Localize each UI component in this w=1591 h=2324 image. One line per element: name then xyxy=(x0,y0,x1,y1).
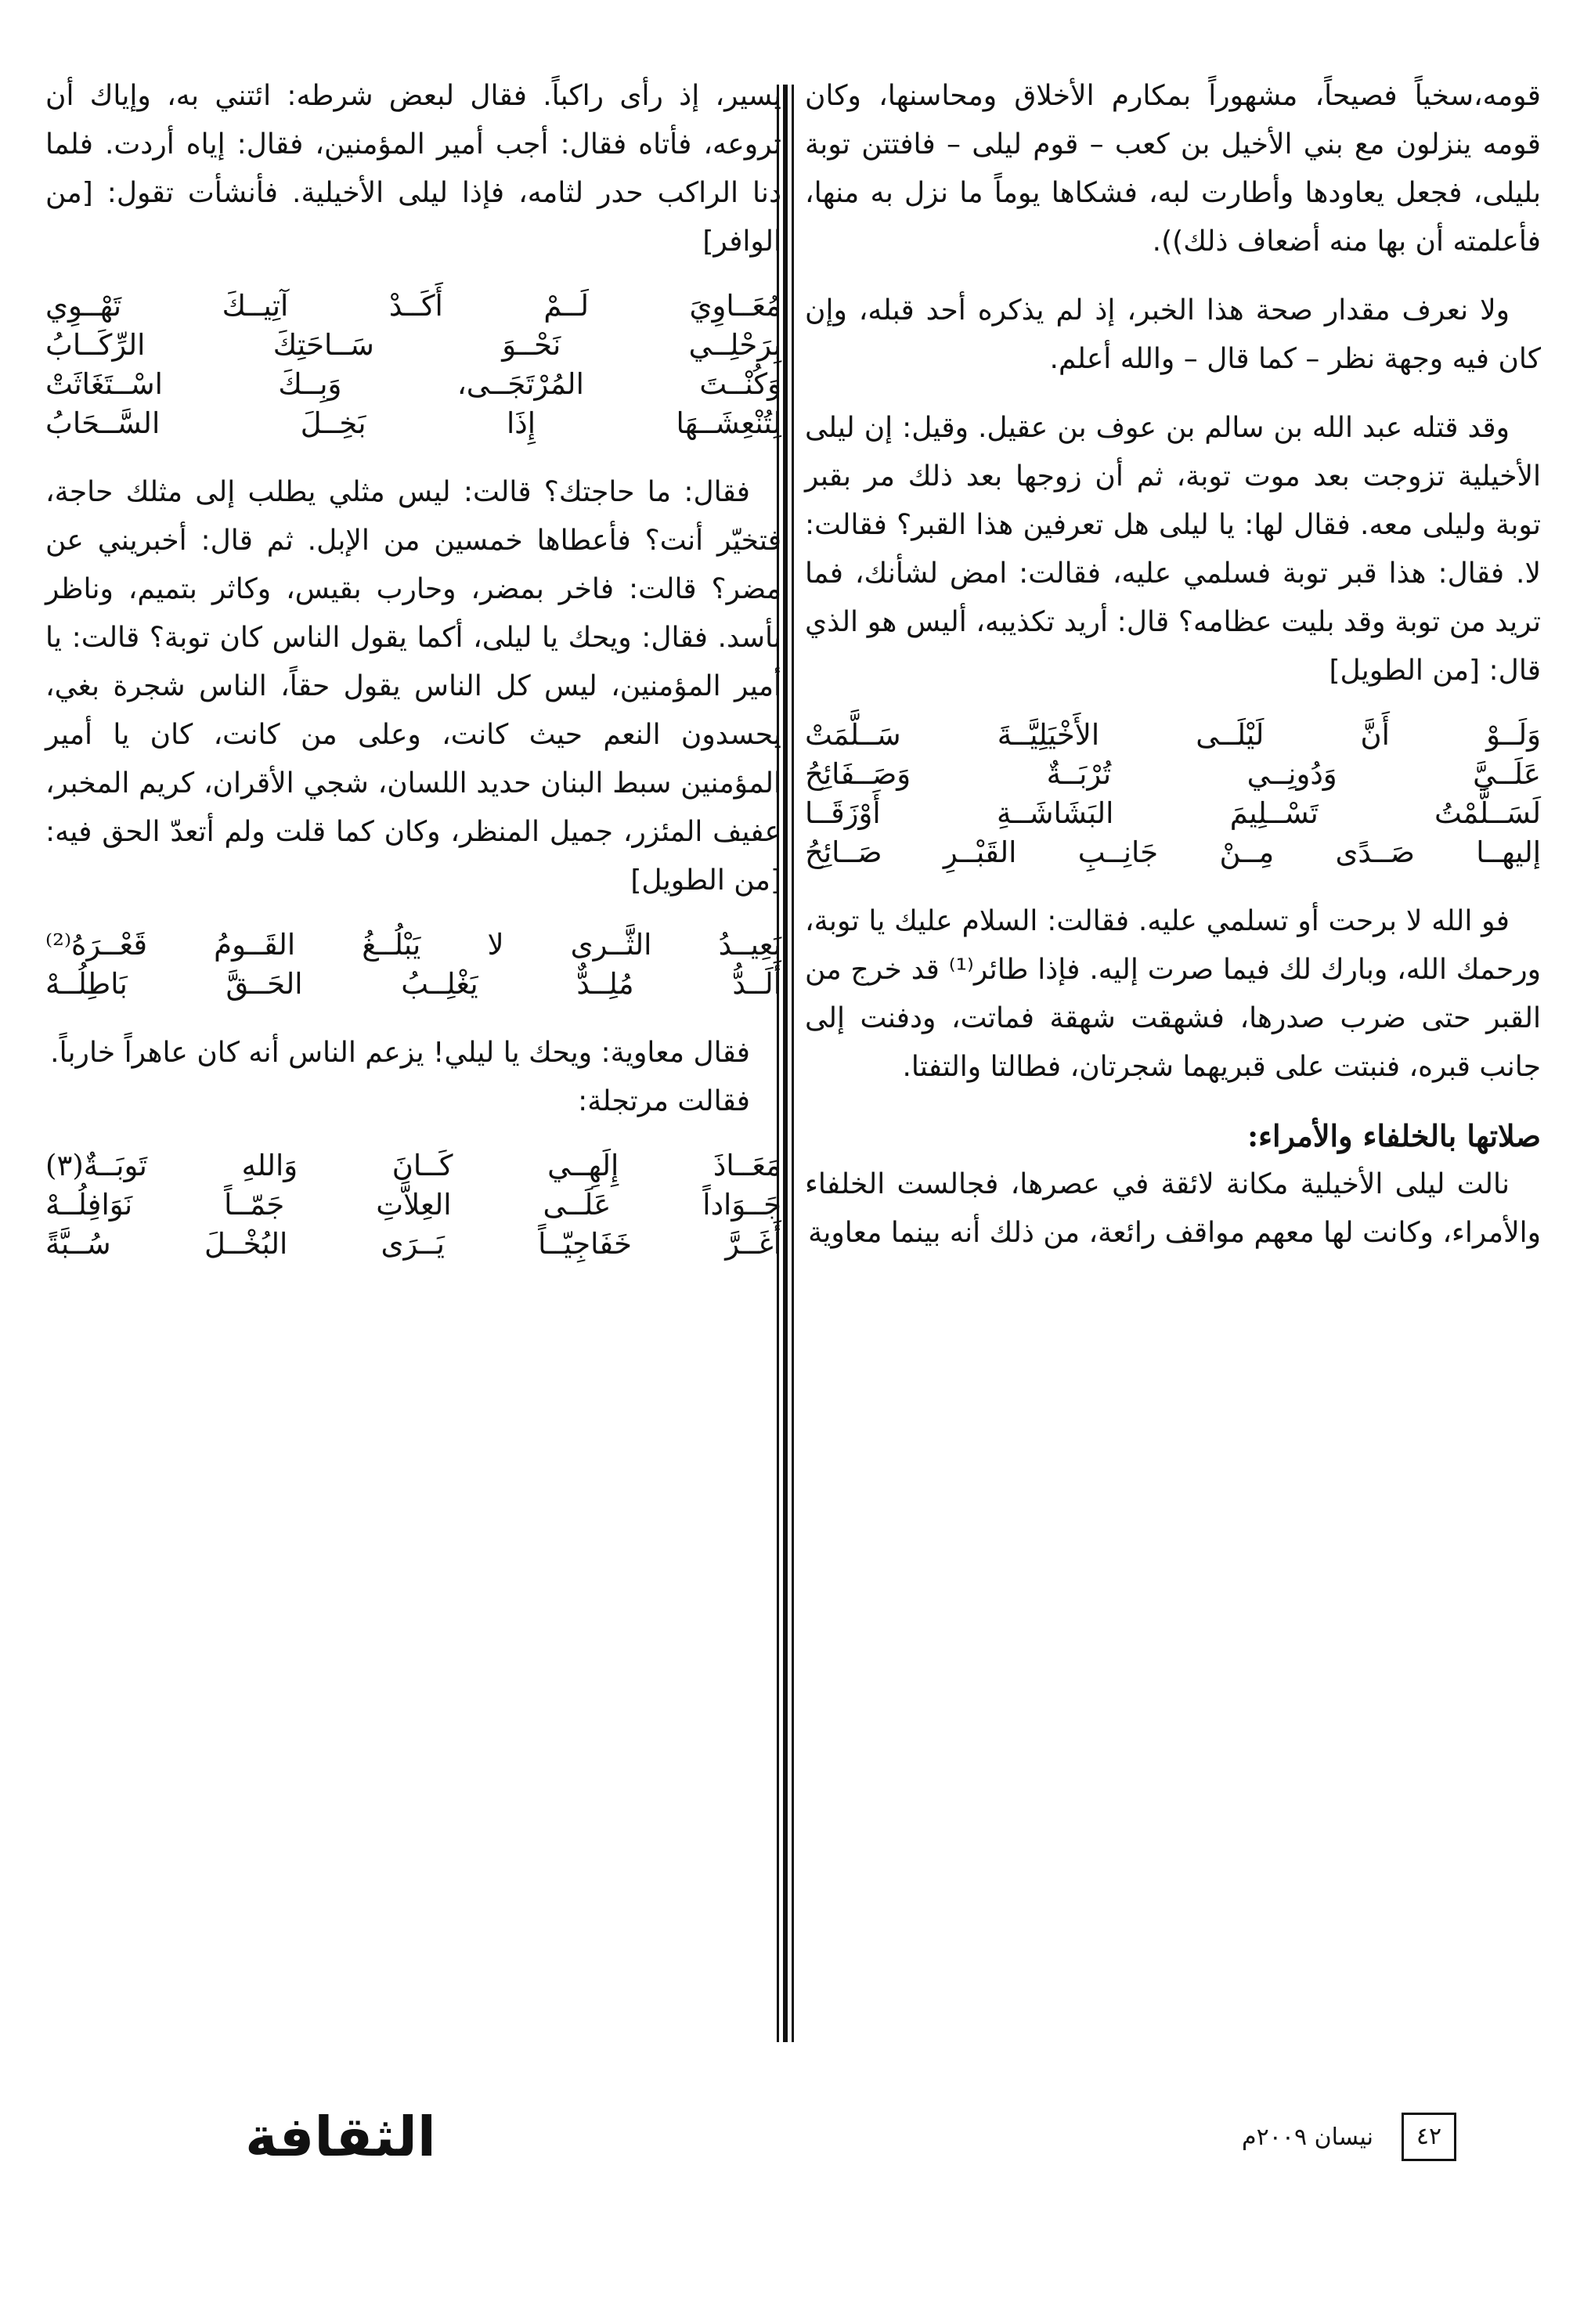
page-number: ٤٢ xyxy=(1402,2113,1456,2161)
footer-rule-left xyxy=(0,0,63,30)
poem-line: بَعِيــدُ الثَّــرى لا يَبْلُــغُ القَــومُ قَعْــرَهُ⁽²⁾ xyxy=(45,928,781,962)
right-column xyxy=(805,72,1541,2061)
poem-line: مَعَــاذَ إِلَهِــي كَــانَ وَاللهِ تَوبَــةٌ(٣) xyxy=(45,1149,781,1182)
paragraph: ولا نعرف مقدار صحة هذا الخبر، إذ لم يذكره أحد قبله، وإن كان فيه وجهة نظر – كما قال – والله أعلم. xyxy=(805,294,1541,375)
poem-line: لَسَــلَّمْتُ تَسْــلِيمَ البَشَاشَــةِ أَوْزَقَــا xyxy=(805,796,1541,830)
poem-line: أَلَــدُّ مُلِــدٌّ يَغْلِــبُ الحَــقَّ بَاطِلُــهْ xyxy=(45,967,781,1001)
paragraph: فقالت مرتجلة: xyxy=(578,1085,750,1117)
poem-line: مُعَــاوِيَ لَــمْ أَكَــدْ آتِيــكَ تَهْــوِي xyxy=(45,289,781,323)
issue-date: نيسان ٢٠٠٩م xyxy=(1242,2124,1373,2151)
poem-line: إليهــا صَــدًى مِــنْ جَانِــبِ القَبْــرِ صَــائِحُ xyxy=(805,835,1541,869)
poem-verses xyxy=(45,1146,781,1264)
poem-line: وَكُنْــتَ المُرْتَجَــى، وَبِــكَ اسْــتَغَاثَتْ xyxy=(45,367,781,401)
poem-line: أَغَــرَّ خَفَاجِيّــاً يَــرَى البُخْــلَ سُــبَّةً xyxy=(45,1227,781,1261)
poem-line: وَلَــوْ أَنَّ لَيْلَــى الأَخْيَلِيَّــةَ سَــلَّمَتْ xyxy=(805,718,1541,752)
paragraph: فقال معاوية: ويحك يا ليلي! يزعم الناس أنه كان عاهراً خارباً. xyxy=(50,1037,750,1069)
paragraph: نالت ليلى الأخيلية مكانة لائقة في عصرها، فجالست الخلفاء والأمراء، وكانت لها معهم مواقف رائعة، من ذلك أنه بينما معاوية xyxy=(805,1168,1541,1249)
footer-rule-middle xyxy=(0,30,752,52)
paragraph: فو الله لا برحت أو تسلمي عليه. فقالت: السلام عليك يا توبة، ورحمك الله، وبارك لك فيما صرت إليه. فإذا طائر⁽¹⁾ قد خرج من القبر حتى ضرب صدرها، فشهقت شهقة فماتت، ودفنت إلى جانب قبره، فنبتت على قبريهما شجرتان، فطالتا والتفتا. xyxy=(805,905,1541,1083)
poem-verses xyxy=(45,287,781,443)
magazine-title: الثقافة xyxy=(245,2105,436,2169)
paragraph: وقد قتله عبد الله بن سالم بن عوف بن عقيل. وقيل: إن ليلى الأخيلية تزوجت بعد موت توبة، ثم أن زوجها بعد ذلك مر بقبر توبة وليلى معه. فقال لها: يا ليلى هل تعرفين هذا القبر؟ فقالت: لا. فقال: هذا قبر توبة فسلمي عليه، فقالت: امض لشأنك، فما تريد من توبة وقد بليت عظامه؟ قال: أريد تكذيبه، أليس هو الذي قال: [من الطويل] xyxy=(805,412,1541,687)
poem-verses xyxy=(45,926,781,1004)
paragraph: يسير، إذ رأى راكباً. فقال لبعض شرطه: ائتني به، وإياك أن تروعه، فأتاه فقال: أجب أمير المؤمنين، فقال: إياه أردت. فلما دنا الراكب حدر لثامه، فإذا ليلى الأخيلية. فأنشأت تقول: [من الوافر] xyxy=(45,80,781,258)
poem-line: جَــوَاداً عَلَــى العِلاَّتِ جَمّــاً نَوَافِلُــهْ xyxy=(45,1188,781,1222)
poem-verses xyxy=(805,716,1541,872)
paragraph: قومه،سخياً فصيحاً، مشهوراً بمكارم الأخلاق ومحاسنها، وكان قومه ينزلون مع بني الأخيل بن كعب – قوم ليلى – فافتتن توبة بليلى، فجعل يعاودها وأطارت لبه، فشكاها يوماً ما نزل به منها، فأعلمته أن بها منه أضعاف ذلك)). xyxy=(805,80,1541,258)
poem-line: بِرَحْلِــي نَحْــوَ سَــاحَتِكَ الرِّكَــابُ xyxy=(45,328,781,362)
footer-rule-thin xyxy=(0,52,1300,53)
section-heading: صلاتها بالخلفاء والأمراء: xyxy=(1247,1118,1541,1153)
poem-line: عَلَــيَّ وَدُونِــي تُرْبَــةٌ وَصَــفَائِحُ xyxy=(805,757,1541,791)
left-column xyxy=(45,72,781,2061)
poem-line: لِتُنْعِشَــهَا إِذَا بَخِــلَ السَّــحَابُ xyxy=(45,406,781,440)
paragraph: فقال: ما حاجتك؟ قالت: ليس مثلي يطلب إلى مثلك حاجة، فتخيّر أنت؟ فأعطاها خمسين من الإبل. ثم قال: أخبريني عن مضر؟ قالت: فاخر بمضر، وحارب بقيس، وكاثر بتميم، وناظر بأسد. فقال: ويحك يا ليلى، أكما يقول الناس كان توبة؟ قالت: يا أمير المؤمنين، ليس كل الناس يقول حقاً، الناس شجرة بغي، يحسدون النعم حيث كانت، وعلى من كانت، كان يا أمير المؤمنين سبط البنان حديد اللسان، شجي الأقران، كريم المخبر، عفيف المئزر، جميل المنظر، وكان كما قلت ولم أتعدّ الحق فيه: [من الطويل] xyxy=(45,476,781,897)
